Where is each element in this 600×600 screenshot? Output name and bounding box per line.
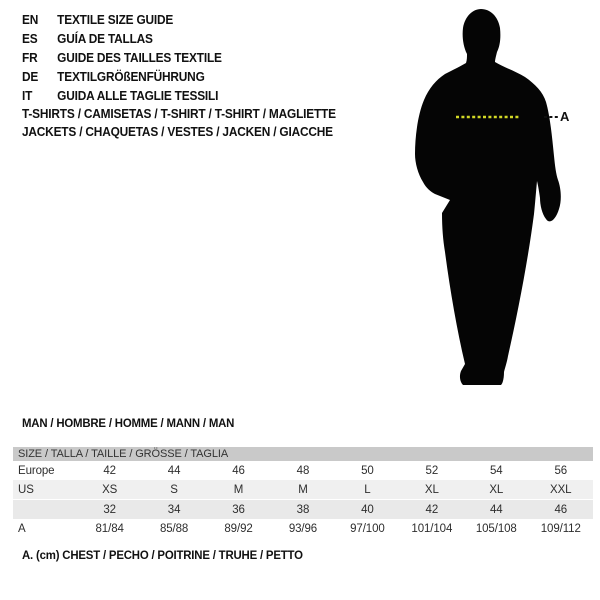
cell: 36	[232, 503, 245, 516]
language-label: TEXTILGRÖßENFÜHRUNG	[57, 70, 205, 84]
table-row-us	[13, 480, 593, 500]
cell: 42	[425, 503, 439, 516]
cell: 54	[489, 464, 503, 477]
cell: 101/104	[411, 522, 453, 535]
category-line-tshirts: T-SHIRTS / CAMISETAS / T-SHIRT / T-SHIRT / MAGLIETTE	[22, 107, 336, 121]
language-code: FR	[22, 51, 38, 65]
cell: 105/108	[475, 522, 517, 535]
language-code: ES	[22, 32, 38, 46]
cell: 97/100	[350, 522, 385, 535]
language-label: GUÍA DE TALLAS	[57, 32, 153, 46]
measure-label-a: A	[560, 109, 570, 124]
language-row	[22, 11, 222, 30]
cell: 81/84	[95, 522, 124, 535]
cell: 38	[296, 503, 310, 516]
table-row-a-chest	[13, 519, 593, 538]
language-row	[22, 87, 222, 106]
cell: 93/96	[288, 522, 318, 535]
cell: 40	[361, 503, 374, 516]
category-line-jackets: JACKETS / CHAQUETAS / VESTES / JACKEN / GIACCHE	[22, 125, 333, 139]
cell: 44	[489, 503, 503, 516]
size-table	[13, 447, 593, 538]
footnote-chest: A. (cm) CHEST / PECHO / POITRINE / TRUHE / PETTO	[22, 548, 303, 562]
cell: 109/112	[540, 522, 581, 535]
cell: XL	[489, 483, 504, 496]
language-list	[22, 11, 232, 106]
language-code: DE	[22, 70, 39, 84]
row-label: US	[18, 483, 34, 496]
language-code: IT	[22, 89, 33, 103]
language-label: TEXTILE SIZE GUIDE	[57, 13, 174, 27]
table-row-europe	[13, 461, 593, 480]
language-row	[22, 49, 222, 68]
row-label: Europe	[18, 464, 55, 477]
language-label: GUIDA ALLE TAGLIE TESSILI	[57, 89, 219, 103]
table-row-numeric	[13, 500, 593, 520]
language-code: EN	[22, 13, 39, 27]
cell: 32	[103, 503, 116, 516]
cell: 34	[167, 503, 181, 516]
language-row	[22, 68, 222, 87]
cell: 89/92	[224, 522, 253, 535]
man-silhouette-figure	[405, 8, 565, 393]
language-label: GUIDE DES TAILLES TEXTILE	[57, 51, 222, 65]
size-table-header-row	[13, 447, 593, 461]
category-lines	[22, 105, 336, 141]
cell: XL	[424, 483, 439, 496]
cell: 44	[167, 464, 181, 477]
cell: L	[364, 483, 371, 496]
cell: 56	[554, 464, 568, 477]
man-silhouette	[415, 9, 561, 385]
cell: 42	[103, 464, 116, 477]
cell: 50	[361, 464, 374, 477]
cell: 48	[296, 464, 310, 477]
cell: XS	[102, 483, 118, 496]
cell: 46	[232, 464, 245, 477]
cell: M	[298, 483, 308, 496]
section-title-man: MAN / HOMBRE / HOMME / MANN / MAN	[22, 416, 235, 430]
cell: 52	[425, 464, 439, 477]
cell: M	[233, 483, 244, 496]
language-row	[22, 30, 222, 49]
cell: 46	[554, 503, 568, 516]
row-label	[13, 500, 77, 520]
row-label: A	[18, 522, 26, 535]
cell: S	[170, 483, 178, 496]
cell: XXL	[550, 483, 572, 496]
cell: 85/88	[159, 522, 189, 535]
size-table-header: SIZE / TALLA / TAILLE / GRÖSSE / TAGLIA	[13, 447, 593, 461]
